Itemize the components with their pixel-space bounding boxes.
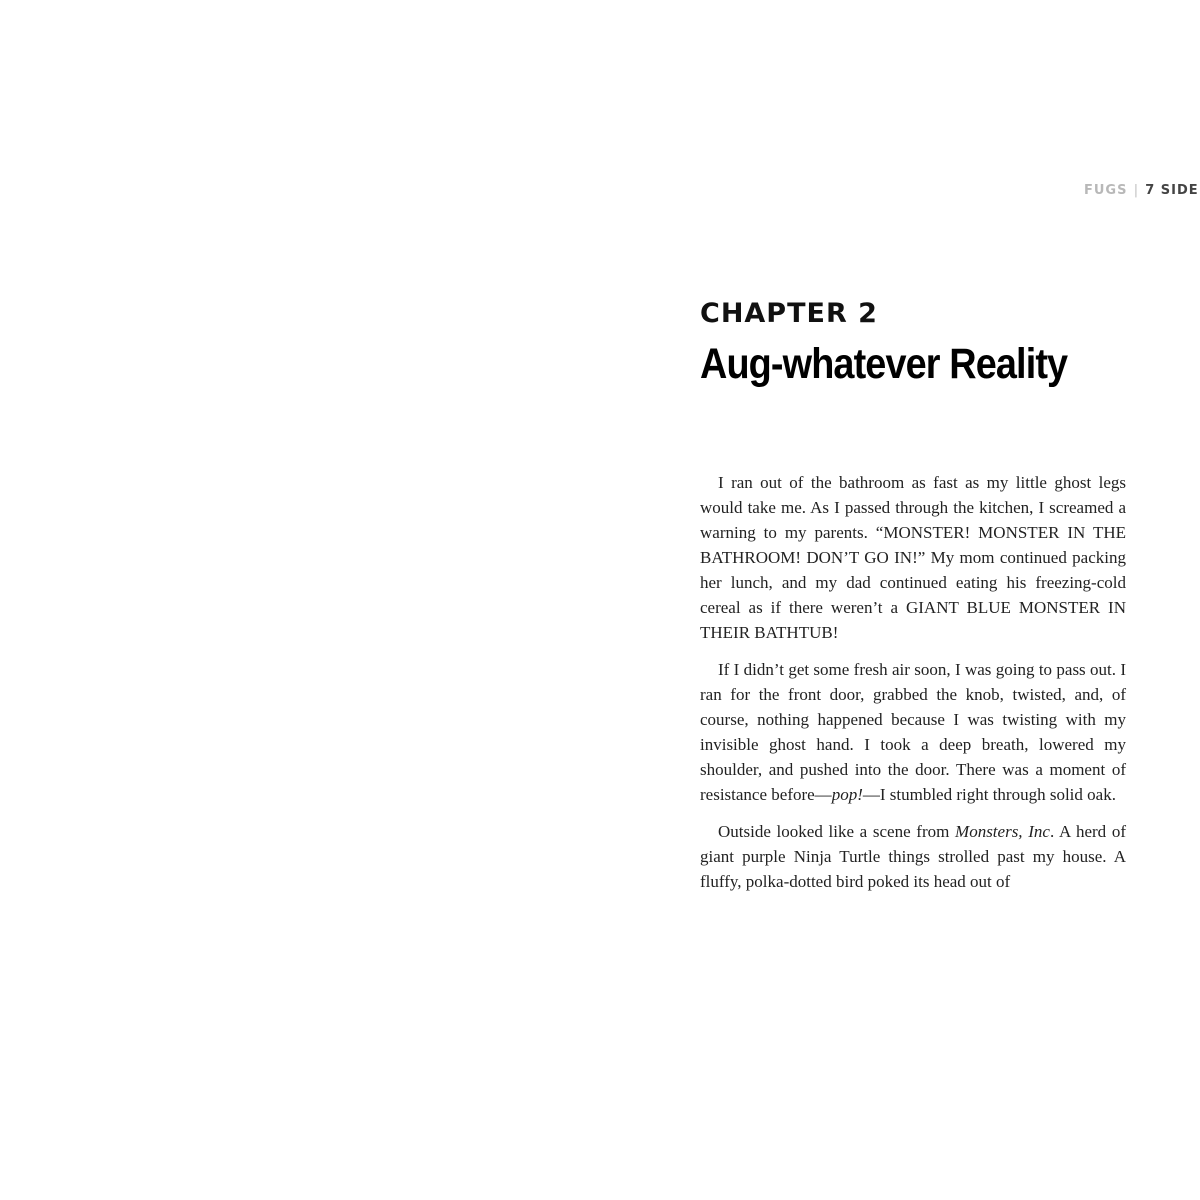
- chapter-title: Aug-whatever Reality: [700, 340, 1068, 388]
- chapter-body: [700, 470, 1126, 906]
- paragraph-2-text-a: If I didn’t get some fresh air soon, I was going to pass out. I ran for the front door, grabbed the knob, twisted, and, of course, nothing happened because I was twisting with my invisible ghost hand. I took a deep breath, lowered my shoulder, and pushed into the door. There was a moment of resistance before—: [700, 660, 1126, 804]
- paragraph-2: [700, 657, 1126, 807]
- running-head-page-number: 7 SIDE: [1145, 183, 1199, 198]
- chapter-number: CHAPTER 2: [700, 298, 878, 329]
- paragraph-1: [700, 470, 1126, 645]
- running-head: [1070, 183, 1200, 203]
- running-head-separator: |: [1133, 183, 1140, 198]
- paragraph-2-text-b: —I stumbled right through solid oak.: [862, 785, 1116, 804]
- paragraph-3-text-b: . A herd of giant purple Ninja Turtle things strolled past my house. A fluffy, polka-dotted bird poked its head out of: [700, 822, 1126, 891]
- paragraph-1-text: I ran out of the bathroom as fast as my little ghost legs would take me. As I passed through the kitchen, I screamed a warning to my parents. “MONSTER! MONSTER IN THE BATHROOM! DON’T GO IN!” My mom continued packing her lunch, and my dad continued eating his freezing-cold cereal as if there weren’t a GIANT BLUE MONSTER IN THEIR BATHTUB!: [700, 473, 1126, 642]
- paragraph-2-italic-pop: pop!: [831, 785, 863, 804]
- paragraph-3-text-a: Outside looked like a scene from: [718, 822, 956, 841]
- paragraph-3: [700, 819, 1126, 894]
- running-head-title: FUGS: [1084, 183, 1128, 198]
- paragraph-3-italic-film-title: Monsters, Inc: [955, 822, 1050, 841]
